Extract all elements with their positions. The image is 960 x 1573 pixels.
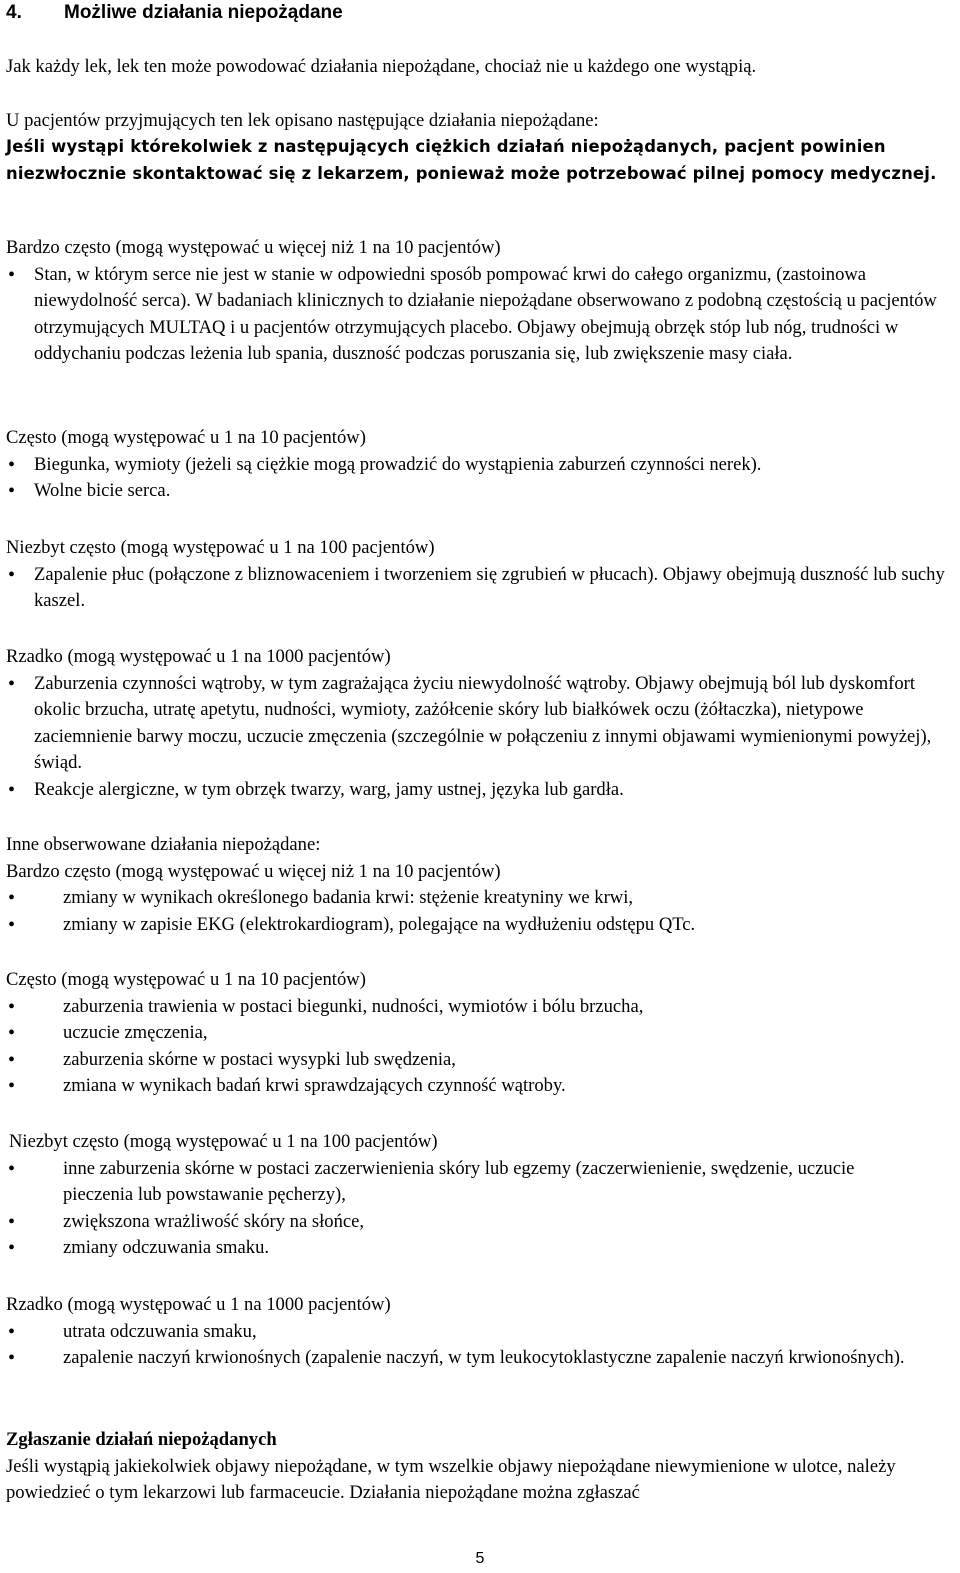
intro-paragraph: Jak każdy lek, lek ten może powodować działania niepożądane, chociaż nie u każdego one wystąpią. xyxy=(6,56,757,77)
section-title: Możliwe działania niepożądane xyxy=(64,2,343,23)
list-item: • inne zaburzenia skórne w postaci zaczerwienienia skóry lub egzemy (zaczerwienienie, swędzenie, uczucie pieczenia lub powstawanie pęcherzy), xyxy=(6,1156,959,1209)
other-common-section xyxy=(6,967,956,1100)
list-item: • uczucie zmęczenia, xyxy=(6,1020,956,1047)
list-item: • Zaburzenia czynności wątroby, w tym zagrażająca życiu niewydolność wątroby. Objawy obejmują ból lub dyskomfort okolic brzucha, utratę apetytu, nudności, wymioty, zażółcenie skóry lub białkówek oczu (żółtaczka), nietypowe zaciemnienie barwy moczu, uczucie zmęczenia (szczególnie w połączeniu z innymi objawami wymienionymi powyżej), świąd. xyxy=(6,671,956,777)
serious-very-common-list xyxy=(6,262,956,368)
other-very-common-list xyxy=(6,885,956,938)
other-effects-heading: Inne obserwowane działania niepożądane: xyxy=(6,834,321,855)
serious-common-list xyxy=(6,452,956,505)
section-number: 4. xyxy=(6,2,22,23)
list-item: • zmiana w wynikach badań krwi sprawdzających czynność wątroby. xyxy=(6,1073,956,1100)
frequency-heading: Bardzo często (mogą występować u więcej niż 1 na 10 pacjentów) xyxy=(6,860,501,882)
serious-common-section xyxy=(6,425,956,505)
reporting-text: Jeśli wystąpią jakiekolwiek objawy niepożądane, w tym wszelkie objawy niepożądane niewymienione w ulotce, należy powiedzieć o tym lekarzowi lub farmaceucie. Działania niepożądane można zgłaszać xyxy=(6,1455,896,1504)
list-item: • zmiany w wynikach określonego badania krwi: stężenie kreatyniny we krwi, xyxy=(6,885,956,912)
list-item: • Stan, w którym serce nie jest w stanie w odpowiedni sposób pompować krwi do całego organizmu, (zastoinowa niewydolność serca). W badaniach klinicznych to działanie niepożądane obserwowano z podobną częstością u pacjentów otrzymujących MULTAQ i u pacjentów otrzymujących placebo. Objawy obejmują obrzęk stóp lub nóg, trudności w oddychaniu podczas leżenia lub spania, duszność podczas poruszania się, lub zwiększenie masy ciała. xyxy=(6,262,956,368)
serious-uncommon-section xyxy=(6,535,956,615)
list-item: • zapalenie naczyń krwionośnych (zapalenie naczyń, w tym leukocytoklastyczne zapalenie naczyń krwionośnych). xyxy=(6,1345,956,1372)
list-item: • utrata odczuwania smaku, xyxy=(6,1319,956,1346)
urgent-warning: Jeśli wystąpi którekolwiek z następujących ciężkich działań niepożądanych, pacjent powinien niezwłocznie skontaktować się z lekarzem, ponieważ może potrzebować pilnej pomocy medycznej. xyxy=(6,137,937,183)
reporting-section xyxy=(6,1427,956,1507)
serious-rare-section xyxy=(6,644,956,804)
list-item: • Wolne bicie serca. xyxy=(6,478,956,505)
frequency-heading: Niezbyt często (mogą występować u 1 na 100 pacjentów) xyxy=(6,537,435,558)
frequency-heading: Często (mogą występować u 1 na 10 pacjentów) xyxy=(6,969,366,990)
list-item: • zaburzenia trawienia w postaci biegunki, nudności, wymiotów i bólu brzucha, xyxy=(6,994,956,1021)
reporting-heading: Zgłaszanie działań niepożądanych xyxy=(6,1429,277,1450)
list-item: • zaburzenia skórne w postaci wysypki lub swędzenia, xyxy=(6,1047,956,1074)
other-effects-section xyxy=(6,832,956,938)
section-heading xyxy=(6,0,343,27)
list-item: • zmiany w zapisie EKG (elektrokardiogram), polegające na wydłużeniu odstępu QTc. xyxy=(6,912,956,939)
frequency-heading: Często (mogą występować u 1 na 10 pacjentów) xyxy=(6,427,366,448)
list-item: • Zapalenie płuc (połączone z bliznowaceniem i tworzeniem się zgrubień w płucach). Objawy obejmują duszność lub suchy kaszel. xyxy=(6,562,956,615)
list-item: • Biegunka, wymioty (jeżeli są ciężkie mogą prowadzić do wystąpienia zaburzeń czynności nerek). xyxy=(6,452,956,479)
serious-rare-list xyxy=(6,671,956,804)
list-item: • Reakcje alergiczne, w tym obrzęk twarzy, warg, jamy ustnej, języka lub gardła. xyxy=(6,777,956,804)
other-uncommon-section xyxy=(9,1129,959,1262)
observed-intro: U pacjentów przyjmujących ten lek opisano następujące działania niepożądane: xyxy=(6,110,599,131)
frequency-heading: Rzadko (mogą występować u 1 na 1000 pacjentów) xyxy=(6,1294,391,1315)
other-uncommon-list xyxy=(6,1156,959,1262)
frequency-heading: Bardzo często (mogą występować u więcej niż 1 na 10 pacjentów) xyxy=(6,237,501,258)
other-rare-list xyxy=(6,1319,956,1372)
list-item: • zwiększona wrażliwość skóry na słońce, xyxy=(6,1209,959,1236)
frequency-heading: Niezbyt często (mogą występować u 1 na 100 pacjentów) xyxy=(9,1131,438,1152)
serious-very-common-section xyxy=(6,235,956,368)
other-common-list xyxy=(6,994,956,1100)
other-rare-section xyxy=(6,1292,956,1372)
page-number: 5 xyxy=(475,1550,485,1567)
frequency-heading: Rzadko (mogą występować u 1 na 1000 pacjentów) xyxy=(6,646,391,667)
list-item: • zmiany odczuwania smaku. xyxy=(6,1235,959,1262)
serious-uncommon-list xyxy=(6,562,956,615)
